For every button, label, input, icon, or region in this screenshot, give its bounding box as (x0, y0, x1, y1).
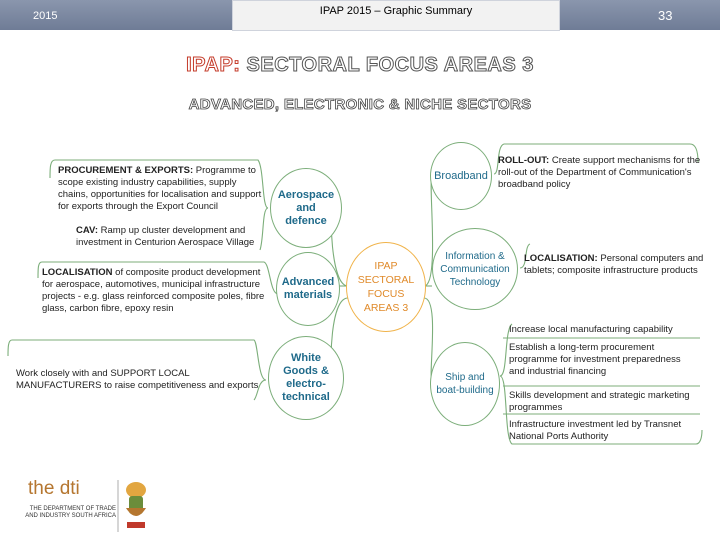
text-procurement-exports (58, 165, 266, 213)
text-body: Infrastructure investment led by Transnet National Ports Authority (509, 419, 682, 442)
circle-label: Advanced materials (281, 276, 335, 301)
connector-line (424, 298, 433, 380)
text-increase-capability (509, 324, 699, 336)
text-support-manufacturers (16, 368, 262, 392)
circle-broadband (430, 142, 492, 210)
circle-aerospace-defence (270, 168, 342, 248)
circle-white-goods (268, 336, 344, 420)
text-heading: PROCUREMENT & EXPORTS: (58, 165, 194, 176)
header-title-box (232, 0, 560, 31)
text-procurement-programme (509, 342, 699, 378)
circle-ship-boat (430, 342, 500, 426)
logo-subtitle: THE DEPARTMENT OF TRADE AND INDUSTRY SOUTH AFRICA (25, 506, 116, 519)
circle-label: White Goods & electro- technical (282, 352, 330, 403)
text-body: Personal computers and tablets; composite infrastructure products (524, 253, 704, 276)
text-heading: ROLL-OUT: (498, 155, 550, 166)
text-body: Skills development and strategic marketing programmes (509, 390, 690, 413)
text-body: Ramp up cluster development and investment in Centurion Aerospace Village (76, 225, 255, 248)
circle-label: Aerospace and defence (277, 188, 335, 227)
slide-subtitle: ADVANCED, ELECTRONIC & NICHE SECTORS (188, 96, 532, 113)
text-heading: LOCALISATION (42, 267, 113, 278)
title-prefix: IPAP: (186, 54, 241, 76)
circle-ict (432, 228, 518, 310)
text-localisation-ict (524, 253, 710, 277)
text-heading: CAV: (76, 225, 98, 236)
text-cav (76, 225, 266, 249)
text-heading: LOCALISATION: (524, 253, 598, 264)
center-label: IPAP SECTORAL FOCUS AREAS 3 (357, 260, 415, 314)
circle-label: Broadband (434, 169, 488, 182)
circle-label: Information & Communication Technology (440, 250, 510, 288)
header-year: 2015 (33, 10, 58, 22)
text-infrastructure (509, 419, 699, 443)
title-main: SECTORAL FOCUS AREAS 3 (246, 54, 534, 76)
text-localisation-materials (42, 267, 270, 315)
text-body: of composite product development for aerospace, automotives, municipal infrastructure projects - e.g. glass reinforced composite poles, fibre glass, carbon fibre, epoxy resin (42, 267, 265, 314)
circle-label: Ship and boat-building (436, 372, 494, 396)
page-number: 33 (658, 8, 673, 23)
focus-areas-diagram (0, 138, 720, 460)
text-rollout (498, 155, 702, 191)
center-circle (346, 242, 426, 332)
text-skills-development (509, 390, 699, 414)
text-body: Create support mechanisms for the roll-out of the Department of Communication's broadband policy (498, 155, 701, 190)
circle-advanced-materials (276, 252, 340, 326)
logo-name: the dti (28, 478, 80, 499)
text-body: Establish a long-term procurement programme for investment preparedness and industrial financing (509, 342, 681, 377)
header-title: IPAP 2015 – Graphic Summary (319, 5, 473, 17)
text-body: Programme to scope existing industry capabilities, supply chains, opportunities for localisation and support for exports through the Export Council (58, 165, 262, 212)
text-body: Increase local manufacturing capability (509, 324, 673, 335)
slide-title (0, 54, 720, 77)
text-body: Work closely with and SUPPORT LOCAL MANUFACTURERS to raise competitiveness and exports (16, 368, 259, 391)
